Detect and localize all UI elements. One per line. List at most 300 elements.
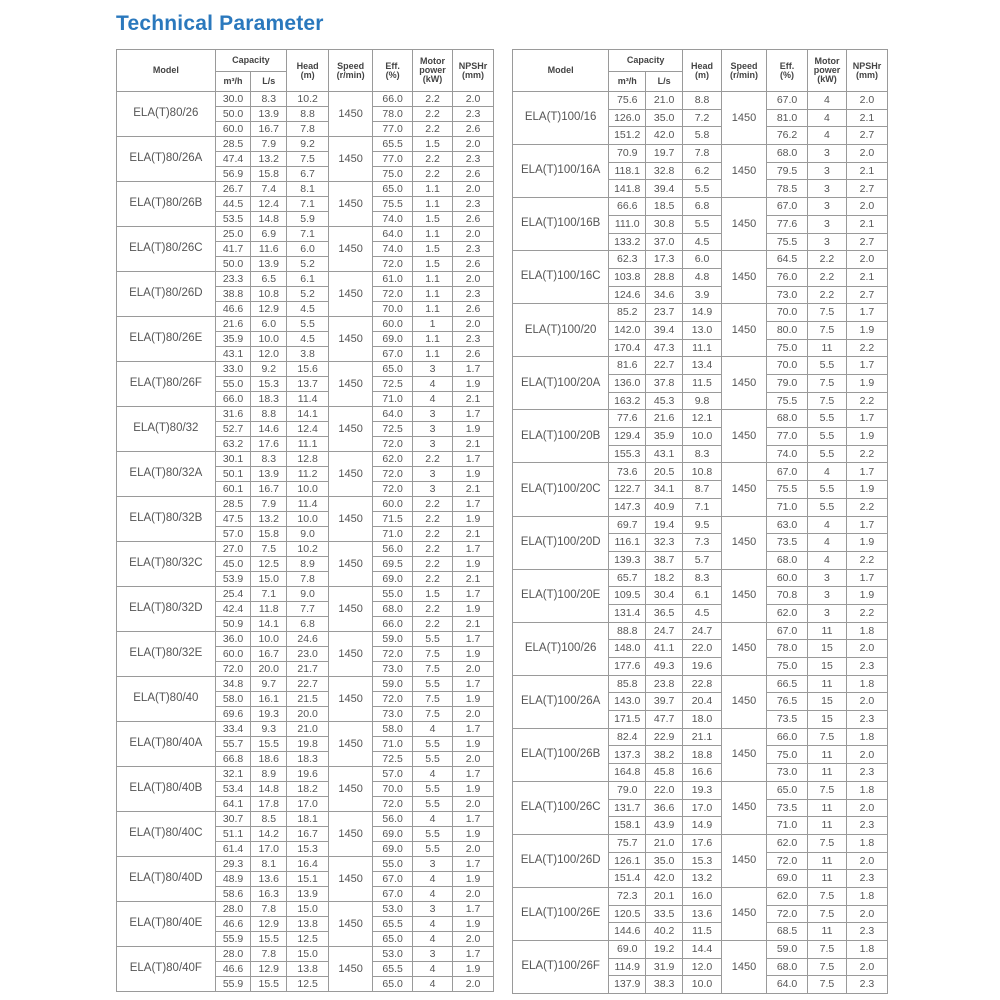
npshr-cell: 2.2 [846, 551, 887, 569]
capacity-ls-cell: 16.7 [251, 482, 287, 497]
head-cell: 20.4 [683, 693, 722, 711]
speed-cell: 1450 [329, 452, 373, 497]
capacity-m3h-cell: 66.8 [215, 752, 251, 767]
speed-cell: 1450 [721, 463, 766, 516]
head-cell: 9.5 [683, 516, 722, 534]
efficiency-cell: 67.0 [767, 92, 808, 110]
model-cell: ELA(T)80/26A [117, 137, 216, 182]
capacity-m3h-cell: 177.6 [609, 658, 646, 676]
speed-cell: 1450 [329, 947, 373, 992]
capacity-ls-cell: 30.4 [646, 587, 683, 605]
model-cell: ELA(T)80/32 [117, 407, 216, 452]
efficiency-cell: 75.5 [767, 481, 808, 499]
efficiency-cell: 72.0 [373, 482, 413, 497]
model-cell: ELA(T)100/20A [513, 357, 609, 410]
motor-power-cell: 4 [413, 812, 453, 827]
motor-power-cell: 1.1 [413, 197, 453, 212]
capacity-ls-cell: 20.1 [646, 887, 683, 905]
motor-power-cell: 7.5 [808, 834, 847, 852]
motor-power-cell: 1.1 [413, 272, 453, 287]
efficiency-cell: 60.0 [373, 497, 413, 512]
npshr-cell: 2.1 [452, 572, 493, 587]
npshr-cell: 2.3 [452, 197, 493, 212]
capacity-ls-cell: 35.0 [646, 852, 683, 870]
head-cell: 13.2 [683, 870, 722, 888]
npshr-cell: 1.7 [452, 767, 493, 782]
npshr-cell: 2.0 [846, 693, 887, 711]
table-row [513, 463, 888, 481]
capacity-m3h-cell: 151.2 [609, 127, 646, 145]
speed-cell: 1450 [721, 622, 766, 675]
motor-power-cell: 1.5 [413, 212, 453, 227]
head-cell: 21.0 [287, 722, 329, 737]
capacity-header: Capacity [215, 50, 286, 72]
motor-power-cell: 4 [413, 977, 453, 992]
table-row [117, 812, 494, 827]
efficiency-cell: 76.5 [767, 693, 808, 711]
table-row [117, 182, 494, 197]
head-cell: 7.5 [287, 152, 329, 167]
model-cell: ELA(T)80/32B [117, 497, 216, 542]
efficiency-cell: 70.0 [373, 302, 413, 317]
head-cell: 22.0 [683, 640, 722, 658]
capacity-ls-cell: 32.8 [646, 162, 683, 180]
head-cell: 12.4 [287, 422, 329, 437]
efficiency-cell: 68.0 [767, 145, 808, 163]
capacity-m3h-cell: 28.0 [215, 902, 251, 917]
motor-power-cell: 2.2 [808, 268, 847, 286]
motor-power-cell: 2.2 [413, 512, 453, 527]
head-cell: 21.7 [287, 662, 329, 677]
speed-cell: 1450 [721, 304, 766, 357]
head-cell: 14.1 [287, 407, 329, 422]
npshr-cell: 2.1 [452, 392, 493, 407]
capacity-ls-cell: 41.1 [646, 640, 683, 658]
capacity-ls-cell: 33.5 [646, 905, 683, 923]
table-row [117, 137, 494, 152]
npshr-cell: 2.0 [846, 92, 887, 110]
model-cell: ELA(T)100/26D [513, 834, 609, 887]
speed-cell: 1450 [329, 857, 373, 902]
efficiency-cell: 75.0 [373, 167, 413, 182]
motor-power-cell: 1.1 [413, 332, 453, 347]
npshr-cell: 2.1 [846, 215, 887, 233]
capacity-ls-cell: 36.5 [646, 604, 683, 622]
capacity-ls-cell: 7.1 [251, 587, 287, 602]
head-cell: 20.0 [287, 707, 329, 722]
npshr-cell: 1.9 [846, 321, 887, 339]
capacity-m3h-cell: 21.6 [215, 317, 251, 332]
capacity-ls-cell: 45.8 [646, 764, 683, 782]
capacity-ls-cell: 16.3 [251, 887, 287, 902]
efficiency-cell: 71.5 [373, 512, 413, 527]
npshr-cell: 2.2 [846, 604, 887, 622]
capacity-m3h-cell: 64.1 [215, 797, 251, 812]
capacity-m3h-cell: 38.8 [215, 287, 251, 302]
capacity-ls-cell: 35.9 [646, 428, 683, 446]
capacity-ls-cell: 23.7 [646, 304, 683, 322]
capacity-m3h-cell: 73.6 [609, 463, 646, 481]
npshr-cell: 2.3 [452, 332, 493, 347]
npshr-cell: 1.7 [846, 569, 887, 587]
npshr-cell: 1.7 [452, 542, 493, 557]
npshr-cell: 2.0 [846, 640, 887, 658]
capacity-m3h-cell: 52.7 [215, 422, 251, 437]
head-cell: 15.1 [287, 872, 329, 887]
capacity-ls-cell: 13.2 [251, 152, 287, 167]
efficiency-cell: 68.0 [373, 602, 413, 617]
efficiency-cell: 65.0 [373, 932, 413, 947]
head-cell: 4.8 [683, 268, 722, 286]
npshr-cell: 1.8 [846, 622, 887, 640]
head-cell: 21.1 [683, 728, 722, 746]
npshr-cell: 1.8 [846, 941, 887, 959]
capacity-m3h-cell: 33.0 [215, 362, 251, 377]
motor-power-cell: 2.2 [413, 497, 453, 512]
npshr-cell: 2.0 [452, 272, 493, 287]
efficiency-cell: 65.5 [373, 917, 413, 932]
capacity-m3h-cell: 41.7 [215, 242, 251, 257]
speed-cell: 1450 [329, 362, 373, 407]
npshr-cell: 2.0 [452, 797, 493, 812]
npshr-cell: 2.0 [452, 707, 493, 722]
table-row [117, 92, 494, 107]
table-row [513, 941, 888, 959]
npshr-cell: 2.0 [452, 137, 493, 152]
capacity-ls-cell: 9.2 [251, 362, 287, 377]
motor-power-cell: 3 [808, 180, 847, 198]
capacity-m3h-cell: 58.6 [215, 887, 251, 902]
npshr-cell: 2.0 [452, 92, 493, 107]
speed-cell: 1450 [329, 632, 373, 677]
efficiency-cell: 65.0 [373, 362, 413, 377]
motor-power-cell: 3 [808, 569, 847, 587]
head-cell: 12.8 [287, 452, 329, 467]
capacity-m3h-cell: 25.4 [215, 587, 251, 602]
capacity-m3h-cell: 60.0 [215, 122, 251, 137]
motor-power-cell: 4 [808, 551, 847, 569]
model-cell: ELA(T)100/26B [513, 728, 609, 781]
capacity-ls-cell: 12.5 [251, 557, 287, 572]
head-cell: 10.2 [287, 92, 329, 107]
speed-cell: 1450 [721, 887, 766, 940]
motor-power-cell: 7.5 [808, 905, 847, 923]
capacity-ls-cell: 10.8 [251, 287, 287, 302]
capacity-ls-cell: 15.8 [251, 167, 287, 182]
table-row [117, 587, 494, 602]
npshr-cell: 2.0 [846, 145, 887, 163]
capacity-ls-cell: 18.3 [251, 392, 287, 407]
head-cell: 11.5 [683, 375, 722, 393]
head-cell: 22.7 [287, 677, 329, 692]
capacity-ls-cell: 6.9 [251, 227, 287, 242]
motor-power-cell: 1.5 [413, 257, 453, 272]
motor-power-cell: 7.5 [808, 728, 847, 746]
capacity-ls-cell: 15.0 [251, 572, 287, 587]
motor-power-cell: 1.5 [413, 137, 453, 152]
npshr-cell: 2.0 [846, 799, 887, 817]
motor-power-cell: 11 [808, 852, 847, 870]
motor-power-cell: 4 [413, 722, 453, 737]
model-cell: ELA(T)80/32E [117, 632, 216, 677]
capacity-m3h-cell: 114.9 [609, 958, 646, 976]
table-row [513, 516, 888, 534]
table-row [117, 407, 494, 422]
efficiency-cell: 64.0 [767, 976, 808, 994]
efficiency-cell: 60.0 [373, 317, 413, 332]
head-cell: 13.4 [683, 357, 722, 375]
npshr-cell: 1.7 [846, 357, 887, 375]
motor-power-cell: 2.2 [413, 602, 453, 617]
head-cell: 12.1 [683, 410, 722, 428]
capacity-m3h-cell: 47.4 [215, 152, 251, 167]
capacity-ls-cell: 39.7 [646, 693, 683, 711]
npshr-cell: 1.9 [452, 557, 493, 572]
head-cell: 15.3 [287, 842, 329, 857]
model-cell: ELA(T)100/16B [513, 198, 609, 251]
capacity-ls-cell: 17.3 [646, 251, 683, 269]
capacity-m3h-cell: 133.2 [609, 233, 646, 251]
motor-power-cell: 1.5 [413, 242, 453, 257]
motor-power-cell: 7.5 [808, 941, 847, 959]
motor-power-cell: 11 [808, 870, 847, 888]
capacity-ls-cell: 34.6 [646, 286, 683, 304]
capacity-ls-cell: 31.9 [646, 958, 683, 976]
capacity-ls-cell: 16.1 [251, 692, 287, 707]
table-row [513, 834, 888, 852]
capacity-ls-cell: 7.8 [251, 902, 287, 917]
efficiency-cell: 59.0 [767, 941, 808, 959]
head-cell: 10.0 [287, 482, 329, 497]
parameter-table-left [116, 49, 494, 992]
head-cell: 16.7 [287, 827, 329, 842]
capacity-ls-cell: 10.0 [251, 632, 287, 647]
efficiency-cell: 58.0 [373, 722, 413, 737]
capacity-ls-cell: 40.2 [646, 923, 683, 941]
model-cell: ELA(T)80/32C [117, 542, 216, 587]
head-header: Head (m) [683, 50, 722, 92]
efficiency-cell: 64.0 [373, 227, 413, 242]
capacity-m3h-cell: 70.9 [609, 145, 646, 163]
head-cell: 16.4 [287, 857, 329, 872]
npshr-cell: 2.0 [846, 852, 887, 870]
capacity-ls-cell: 37.8 [646, 375, 683, 393]
head-cell: 7.1 [287, 227, 329, 242]
capacity-ls-cell: 30.8 [646, 215, 683, 233]
motor-power-cell: 2.2 [808, 286, 847, 304]
capacity-m3h-cell: 23.3 [215, 272, 251, 287]
motor-power-cell: 2.2 [413, 107, 453, 122]
model-cell: ELA(T)100/26C [513, 781, 609, 834]
speed-cell: 1450 [329, 272, 373, 317]
efficiency-cell: 62.0 [767, 834, 808, 852]
capacity-ls-cell: 11.8 [251, 602, 287, 617]
npshr-cell: 2.7 [846, 233, 887, 251]
motor-power-cell: 4 [808, 463, 847, 481]
capacity-ls-header: L/s [646, 72, 683, 92]
capacity-m3h-cell: 171.5 [609, 711, 646, 729]
npshr-cell: 1.9 [452, 647, 493, 662]
capacity-m3h-cell: 46.6 [215, 917, 251, 932]
motor-power-cell: 1.1 [413, 287, 453, 302]
head-cell: 8.8 [683, 92, 722, 110]
head-cell: 13.6 [683, 905, 722, 923]
head-cell: 10.0 [683, 976, 722, 994]
capacity-m3h-cell: 30.1 [215, 452, 251, 467]
capacity-ls-cell: 23.8 [646, 675, 683, 693]
capacity-m3h-cell: 77.6 [609, 410, 646, 428]
npshr-cell: 1.7 [452, 362, 493, 377]
head-cell: 11.4 [287, 392, 329, 407]
table-row [117, 722, 494, 737]
model-cell: ELA(T)100/26E [513, 887, 609, 940]
capacity-m3h-cell: 72.3 [609, 887, 646, 905]
npshr-cell: 1.9 [452, 962, 493, 977]
motor-power-cell: 3 [413, 467, 453, 482]
motor-power-cell: 1.1 [413, 347, 453, 362]
motor-power-cell: 2.2 [413, 572, 453, 587]
head-cell: 15.0 [287, 902, 329, 917]
motor-power-cell: 7.5 [808, 321, 847, 339]
capacity-ls-cell: 14.6 [251, 422, 287, 437]
table-row [513, 410, 888, 428]
capacity-ls-cell: 7.4 [251, 182, 287, 197]
capacity-m3h-cell: 28.5 [215, 137, 251, 152]
model-cell: ELA(T)100/20B [513, 410, 609, 463]
motor-power-cell: 7.5 [413, 647, 453, 662]
head-header: Head (m) [287, 50, 329, 92]
speed-cell: 1450 [721, 92, 766, 145]
head-cell: 11.2 [287, 467, 329, 482]
table-row [117, 362, 494, 377]
motor-power-cell: 5.5 [808, 410, 847, 428]
efficiency-cell: 72.0 [373, 287, 413, 302]
speed-cell: 1450 [329, 587, 373, 632]
capacity-ls-cell: 22.0 [646, 781, 683, 799]
npshr-cell: 2.0 [452, 662, 493, 677]
capacity-m3h-cell: 147.3 [609, 498, 646, 516]
head-cell: 7.2 [683, 109, 722, 127]
capacity-ls-cell: 20.5 [646, 463, 683, 481]
capacity-ls-cell: 7.8 [251, 947, 287, 962]
efficiency-cell: 72.0 [373, 257, 413, 272]
motor-power-cell: 4 [413, 932, 453, 947]
capacity-m3h-cell: 141.8 [609, 180, 646, 198]
table-row [513, 569, 888, 587]
head-cell: 10.0 [683, 428, 722, 446]
speed-cell: 1450 [721, 251, 766, 304]
head-cell: 4.5 [287, 302, 329, 317]
capacity-m3h-cell: 43.1 [215, 347, 251, 362]
efficiency-cell: 73.0 [767, 286, 808, 304]
head-cell: 3.8 [287, 347, 329, 362]
npshr-cell: 1.9 [452, 917, 493, 932]
npshr-cell: 2.0 [452, 977, 493, 992]
head-cell: 6.1 [287, 272, 329, 287]
capacity-ls-cell: 45.3 [646, 392, 683, 410]
head-cell: 13.0 [683, 321, 722, 339]
head-cell: 18.1 [287, 812, 329, 827]
model-cell: ELA(T)100/16A [513, 145, 609, 198]
table-row [513, 251, 888, 269]
npshr-cell: 2.0 [846, 958, 887, 976]
speed-cell: 1450 [329, 317, 373, 362]
capacity-m3h-cell: 131.7 [609, 799, 646, 817]
capacity-ls-cell: 10.0 [251, 332, 287, 347]
efficiency-cell: 72.5 [373, 377, 413, 392]
motor-power-cell: 15 [808, 693, 847, 711]
capacity-m3h-cell: 28.5 [215, 497, 251, 512]
head-cell: 5.5 [683, 215, 722, 233]
table-row [117, 857, 494, 872]
capacity-m3h-cell: 129.4 [609, 428, 646, 446]
capacity-m3h-cell: 118.1 [609, 162, 646, 180]
motor-power-cell: 5.5 [808, 445, 847, 463]
table-row [513, 92, 888, 110]
capacity-m3h-cell: 116.1 [609, 534, 646, 552]
capacity-ls-cell: 32.3 [646, 534, 683, 552]
efficiency-cell: 65.0 [373, 977, 413, 992]
motor-power-cell: 2.2 [413, 542, 453, 557]
capacity-ls-cell: 17.8 [251, 797, 287, 812]
capacity-ls-cell: 19.3 [251, 707, 287, 722]
efficiency-cell: 70.0 [767, 357, 808, 375]
motor-power-cell: 3 [413, 362, 453, 377]
motor-power-cell: 4 [413, 767, 453, 782]
head-cell: 24.7 [683, 622, 722, 640]
motor-power-cell: 7.5 [413, 692, 453, 707]
npshr-cell: 2.0 [452, 317, 493, 332]
capacity-m3h-cell: 51.1 [215, 827, 251, 842]
efficiency-cell: 69.0 [373, 332, 413, 347]
motor-power-cell: 7.5 [808, 976, 847, 994]
capacity-header: Capacity [609, 50, 683, 72]
npshr-cell: 2.2 [846, 498, 887, 516]
head-cell: 10.0 [287, 512, 329, 527]
efficiency-cell: 75.0 [767, 339, 808, 357]
motor-power-cell: 1.5 [413, 587, 453, 602]
capacity-m3h-cell: 50.0 [215, 107, 251, 122]
capacity-ls-cell: 36.6 [646, 799, 683, 817]
motor-power-header: Motor power (kW) [808, 50, 847, 92]
npshr-cell: 2.6 [452, 257, 493, 272]
capacity-ls-cell: 35.0 [646, 109, 683, 127]
head-cell: 17.6 [683, 834, 722, 852]
npshr-cell: 1.9 [452, 377, 493, 392]
motor-power-cell: 4 [808, 127, 847, 145]
head-cell: 14.9 [683, 304, 722, 322]
npshr-header: NPSHr (mm) [452, 50, 493, 92]
head-cell: 9.0 [287, 527, 329, 542]
efficiency-cell: 68.0 [767, 551, 808, 569]
npshr-cell: 1.7 [452, 452, 493, 467]
npshr-cell: 2.7 [846, 127, 887, 145]
efficiency-cell: 72.0 [373, 692, 413, 707]
head-cell: 16.0 [683, 887, 722, 905]
efficiency-cell: 71.0 [373, 737, 413, 752]
motor-power-cell: 4 [413, 872, 453, 887]
efficiency-cell: 81.0 [767, 109, 808, 127]
capacity-ls-cell: 8.3 [251, 452, 287, 467]
npshr-cell: 1.7 [452, 857, 493, 872]
npshr-cell: 1.9 [452, 422, 493, 437]
motor-power-cell: 4 [413, 392, 453, 407]
capacity-m3h-cell: 131.4 [609, 604, 646, 622]
model-cell: ELA(T)80/40D [117, 857, 216, 902]
efficiency-cell: 67.0 [373, 872, 413, 887]
capacity-m3h-cell: 50.1 [215, 467, 251, 482]
npshr-header: NPSHr (mm) [846, 50, 887, 92]
